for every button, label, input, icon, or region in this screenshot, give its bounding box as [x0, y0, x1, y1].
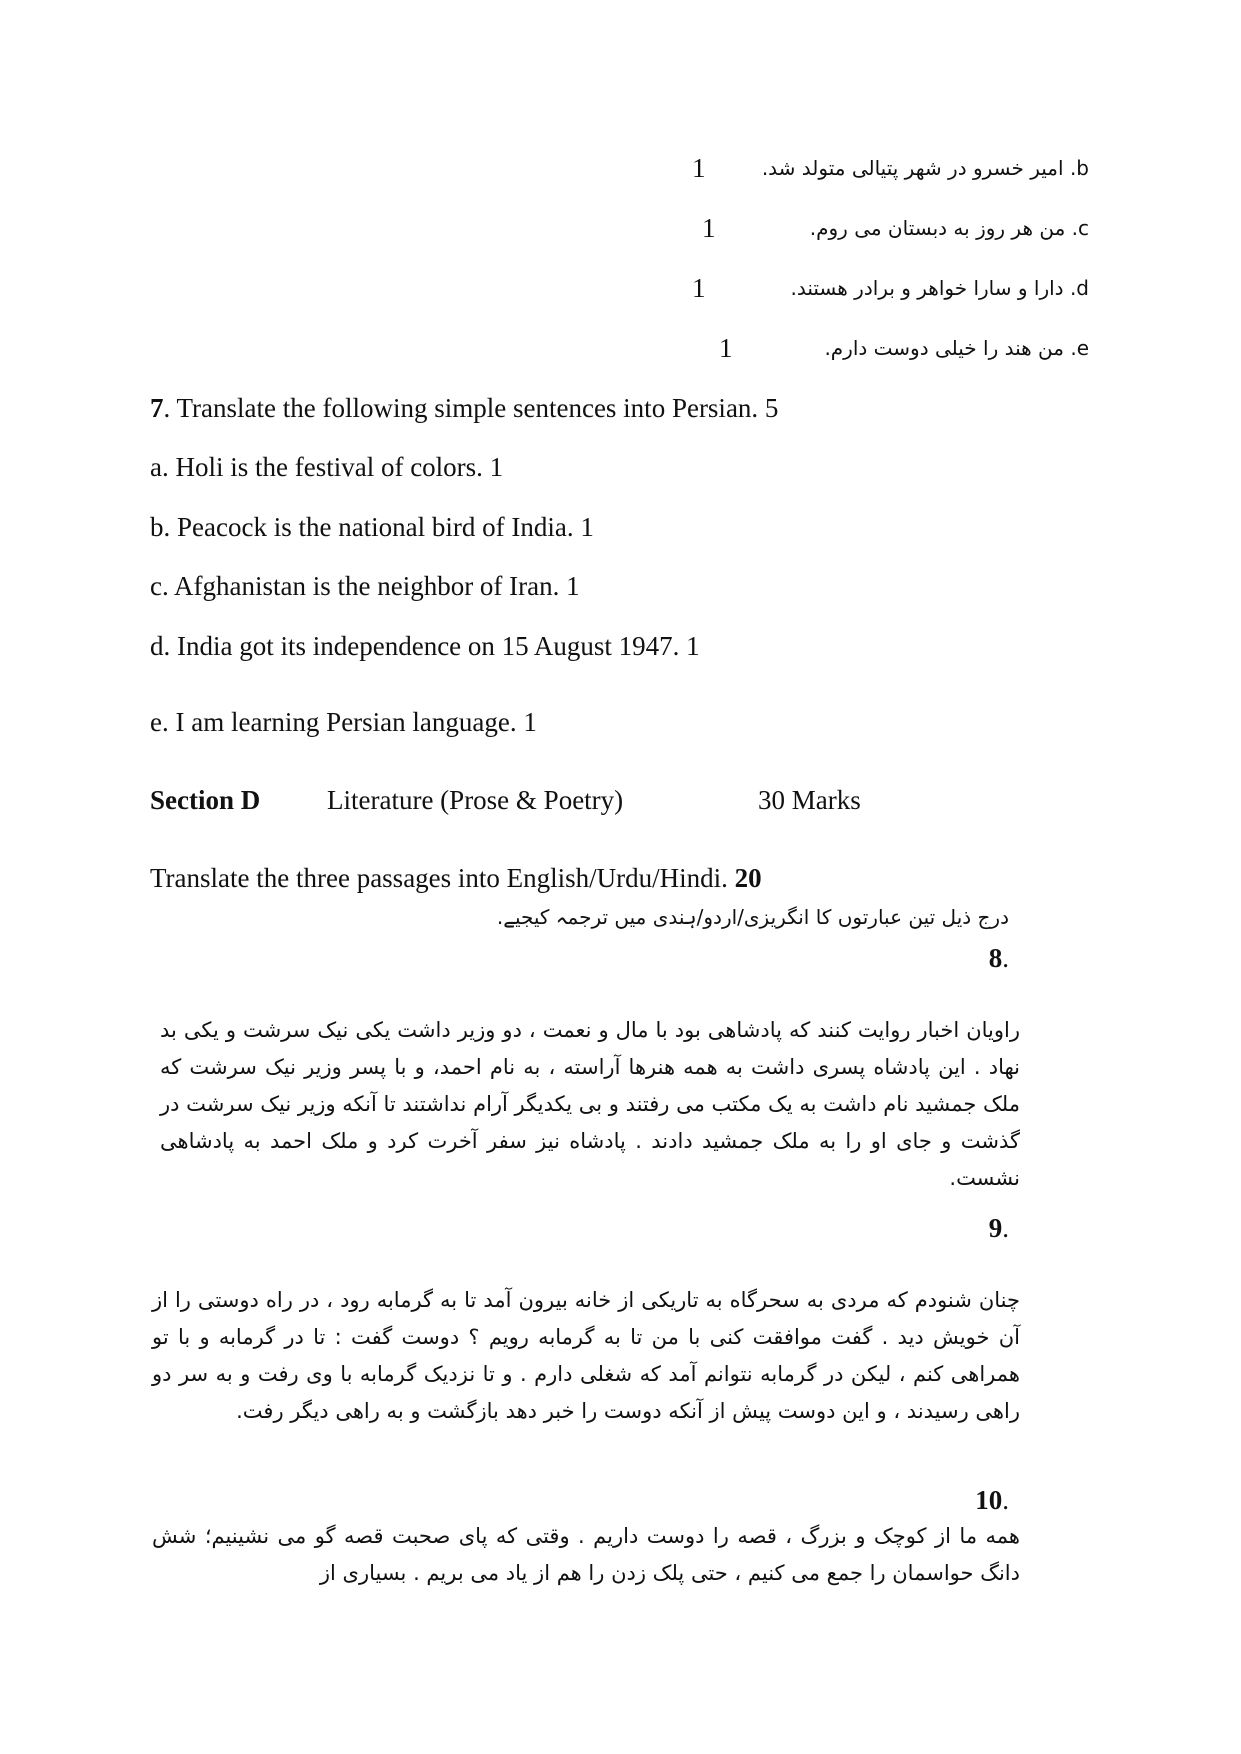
- passage-8: راویان اخبار روایت کنند که پادشاهی بود با مال و نعمت ، دو وزیر داشت یکی نیک سرشت و یکی بد نهاد . این پادشاه پسری داشت به همه هنرها آراسته ، به نام احمد، و با پسر وزیر نیک سرشت که ملک جمشید نام داشت به یک مکتب می رفتند و بی یکدیگر آرام نداشتند تا آنکه وزیر نیک سرشت در گذشت و جای او را به ملک جمشید دادند . پادشاه نیز سفر آخرت کرد و ملک احمد به پادشاهی نشست.: [159, 1018, 1020, 1190]
- section-marks: 30 Marks: [758, 785, 861, 815]
- q6-item-marks: 1: [692, 273, 706, 303]
- q6-item-marks: 1: [702, 213, 716, 243]
- q6-item-letter: d.: [1069, 276, 1089, 300]
- q7-item-d: d. India got its independence on 15 August 1947. 1: [150, 631, 700, 661]
- passage-10: همه ما از کوچک و بزرگ ، قصه را دوست داریم . وقتی که پای صحبت قصه گو می نشینیم؛ شش دانگ حواسمان را جمع می کنیم ، حتی پلک زدن را هم از یاد می بریم . بسیاری از: [152, 1524, 1020, 1585]
- passages-instruction: [150, 862, 762, 894]
- q6-item-d: [791, 273, 1090, 303]
- q6-item-e: [824, 333, 1089, 363]
- q6-item-text: امیر خسرو در شهر پتیالی متولد شد.: [761, 156, 1064, 180]
- urdu-instruction: درج ذیل تین عبارتوں کا انگریزی/اردو/ہندی میں ترجمہ کیجیے.: [496, 905, 1009, 929]
- question-number: 10: [975, 1485, 1003, 1515]
- q6-item-text: من هند را خیلی دوست دارم.: [824, 336, 1064, 360]
- q7-item-e: e. I am learning Persian language. 1: [150, 707, 537, 737]
- q6-item-text: دارا و سارا خواهر و برادر هستند.: [790, 276, 1064, 300]
- q7-item-c: c. Afghanistan is the neighbor of Iran. 1: [150, 571, 580, 601]
- q6-item-text: من هر روز به دبستان می روم.: [809, 216, 1066, 240]
- question-number: 7: [150, 393, 164, 423]
- q7-heading: [150, 392, 778, 424]
- q7-item-b: b. Peacock is the national bird of India. 1: [150, 512, 594, 542]
- q6-item-c: [810, 213, 1089, 243]
- question-number: 9: [988, 1213, 1003, 1243]
- section-title: Literature (Prose & Poetry): [327, 785, 624, 815]
- q7-item-a: a. Holi is the festival of colors. 1: [150, 452, 504, 482]
- q6-item-marks: 1: [692, 153, 706, 183]
- section-label: Section D: [150, 785, 261, 815]
- instruction-marks: 20: [734, 863, 762, 893]
- q6-item-letter: e.: [1070, 336, 1089, 360]
- q6-item-marks: 1: [719, 333, 733, 363]
- q6-item-letter: b.: [1069, 156, 1089, 180]
- q9-number: 9.: [988, 1213, 1009, 1243]
- q6-item-b: [762, 153, 1089, 183]
- q6-item-letter: c.: [1071, 216, 1089, 240]
- question-text: . Translate the following simple sentences into Persian. 5: [163, 393, 779, 423]
- question-number: 8: [988, 943, 1003, 973]
- passage-9: چنان شنودم که مردی به سحرگاه به تاریکی از خانه بیرون آمد تا به گرمابه رود ، در راه دوستی را از آن خویش دید . گفت موافقت کنی با من تا به گرمابه رویم ؟ دوست گفت : تا در گرمابه و با تو همراهی کنم ، لیکن در گرمابه نتوانم آمد که شغلی دارم . و تا نزدیک گرمابه با وی رفت و به سر دو راهی رسیدند ، و این دوست پیش از آنکه دوست را خبر دهد بازگشت و به راهی دیگر رفت.: [152, 1288, 1020, 1423]
- q8-number: 8.: [988, 943, 1009, 973]
- instruction-text: Translate the three passages into English/Urdu/Hindi.: [150, 863, 735, 893]
- q10-number: 10.: [975, 1485, 1009, 1515]
